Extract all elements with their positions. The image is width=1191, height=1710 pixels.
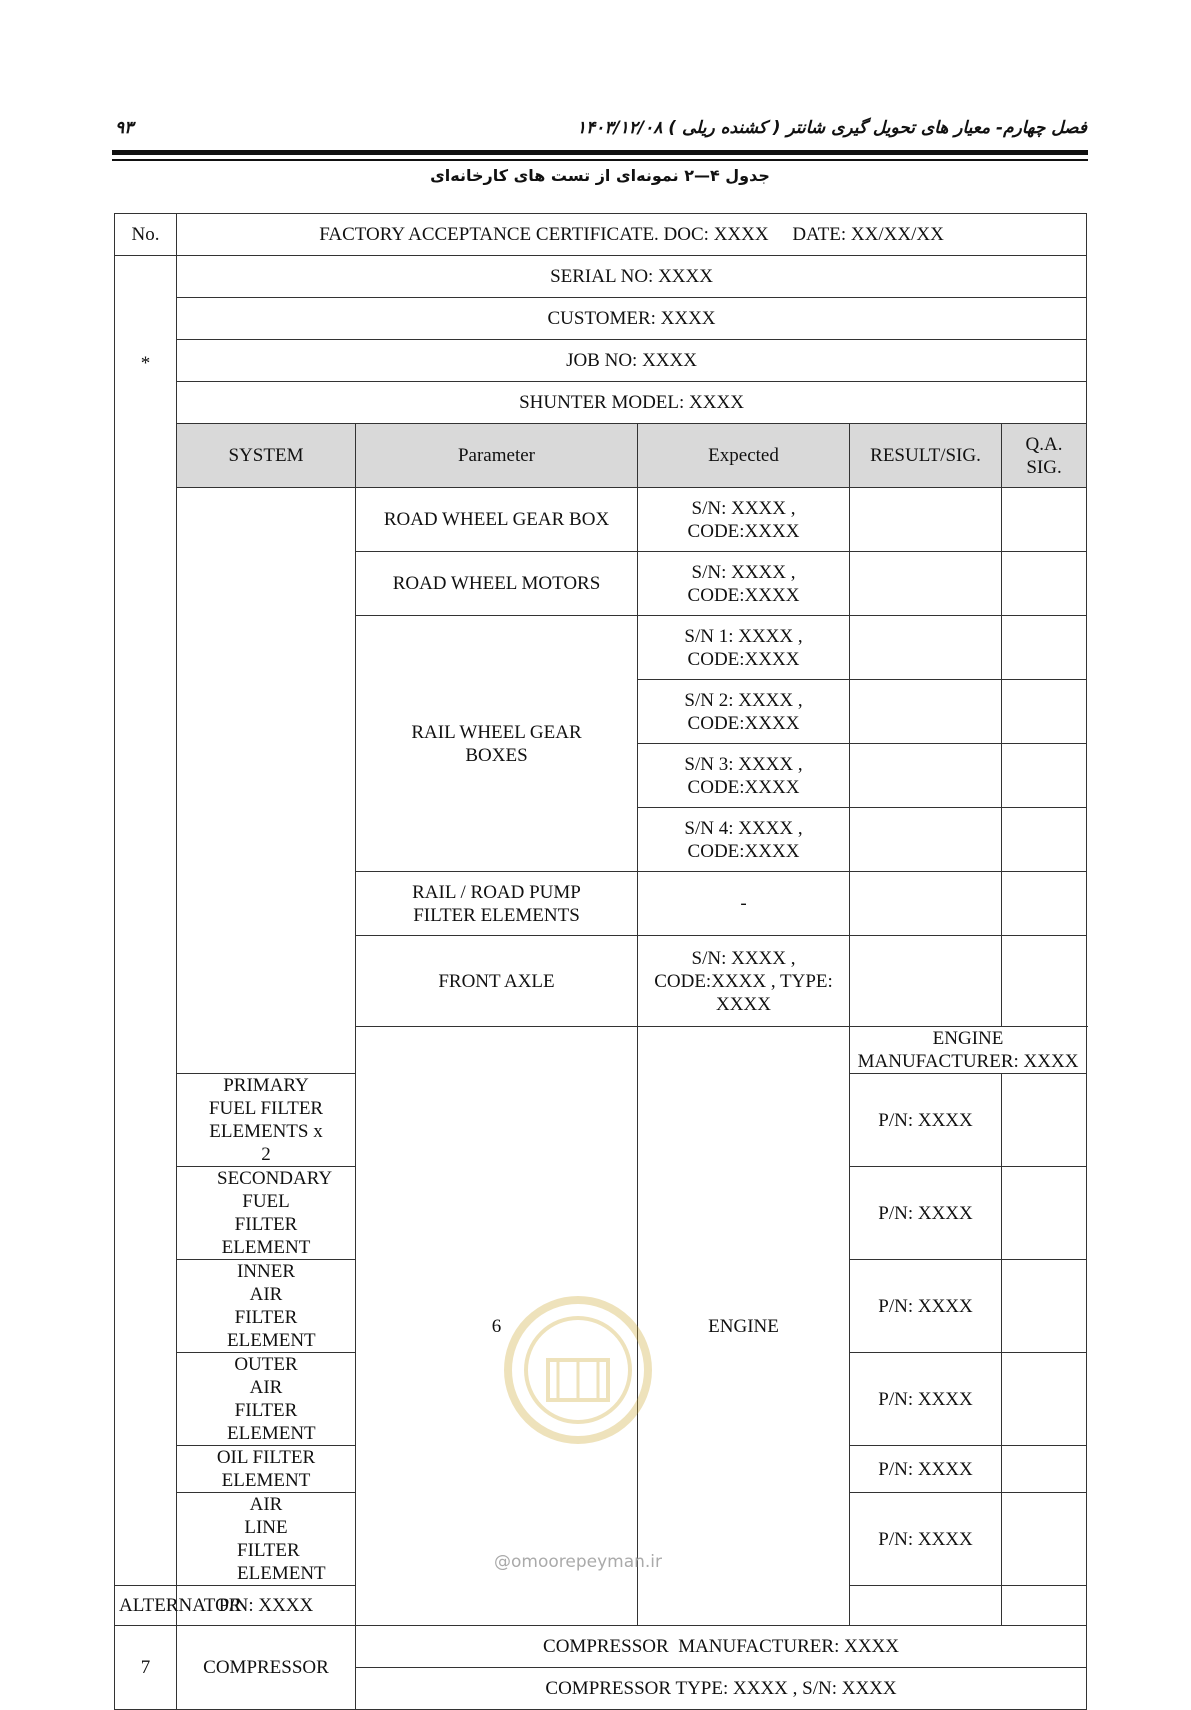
qa-cell — [1002, 744, 1087, 808]
result-cell — [1002, 1353, 1087, 1446]
compressor-no: 7 — [115, 1626, 177, 1710]
engine-param-2: INNER AIR FILTER ELEMENT — [177, 1260, 356, 1353]
engine-param-4: OIL FILTER ELEMENT — [177, 1446, 356, 1493]
col-system: SYSTEM — [177, 424, 356, 488]
header-rule-thin — [112, 159, 1088, 161]
param-road-wheel-motors: ROAD WHEEL MOTORS — [356, 552, 638, 616]
col-parameter: Parameter — [356, 424, 638, 488]
qa-cell — [1002, 488, 1087, 552]
engine-expected-1: P/N: XXXX — [850, 1167, 1002, 1260]
result-cell — [850, 872, 1002, 936]
job-no: JOB NO: XXXX — [177, 340, 1087, 382]
acceptance-table — [114, 213, 1087, 1710]
param-rail-wheel-gear-boxes: RAIL WHEEL GEAR BOXES — [356, 616, 638, 872]
customer: CUSTOMER: XXXX — [177, 298, 1087, 340]
result-cell — [850, 808, 1002, 872]
param-road-wheel-gear-box: ROAD WHEEL GEAR BOX — [356, 488, 638, 552]
engine-expected-0: P/N: XXXX — [850, 1074, 1002, 1167]
watermark-seal-icon — [498, 1290, 658, 1450]
engine-manufacturer: ENGINE MANUFACTURER: XXXX — [850, 1027, 1087, 1074]
qa-cell — [1002, 1586, 1087, 1626]
result-cell — [850, 936, 1002, 1027]
result-cell — [850, 680, 1002, 744]
qa-cell — [1002, 936, 1087, 1027]
engine-system: ENGINE — [638, 1027, 850, 1626]
qa-cell — [1002, 616, 1087, 680]
qa-cell — [1002, 808, 1087, 872]
compressor-manufacturer: COMPRESSOR MANUFACTURER: XXXX — [356, 1626, 1087, 1668]
expected-road-wheel-gear-box: S/N: XXXX , CODE:XXXX — [638, 488, 850, 552]
engine-expected-3: P/N: XXXX — [850, 1353, 1002, 1446]
result-cell — [1002, 1074, 1087, 1167]
page-number: ۹۳ — [115, 118, 134, 138]
param-pump-filter: RAIL / ROAD PUMP FILTER ELEMENTS — [356, 872, 638, 936]
expected-pump-filter: - — [638, 872, 850, 936]
qa-cell — [1002, 552, 1087, 616]
compressor-type: COMPRESSOR TYPE: XXXX , S/N: XXXX — [356, 1668, 1087, 1710]
result-cell — [1002, 1446, 1087, 1493]
serial-no: SERIAL NO: XXXX — [177, 256, 1087, 298]
result-cell — [850, 616, 1002, 680]
shunter-model: SHUNTER MODEL: XXXX — [177, 382, 1087, 424]
engine-no: 6 — [356, 1027, 638, 1626]
col-qa: Q.A. SIG. — [1002, 424, 1087, 488]
expected-road-wheel-motors: S/N: XXXX , CODE:XXXX — [638, 552, 850, 616]
system-blank — [177, 488, 356, 1074]
expected-rail-gear-1: S/N 1: XXXX , CODE:XXXX — [638, 616, 850, 680]
expected-front-axle: S/N: XXXX , CODE:XXXX , TYPE: XXXX — [638, 936, 850, 1027]
certificate-title: FACTORY ACCEPTANCE CERTIFICATE. DOC: XXXX DATE: XX/XX/XX — [177, 214, 1087, 256]
result-cell — [850, 488, 1002, 552]
result-cell — [1002, 1260, 1087, 1353]
result-cell — [1002, 1167, 1087, 1260]
engine-param-3: OUTER AIR FILTER ELEMENT — [177, 1353, 356, 1446]
result-cell — [1002, 1493, 1087, 1586]
engine-param-6: ALTERNATOR — [115, 1586, 177, 1626]
result-cell — [850, 744, 1002, 808]
engine-expected-2: P/N: XXXX — [850, 1260, 1002, 1353]
qa-cell — [1002, 872, 1087, 936]
engine-expected-6: P/N: XXXX — [177, 1586, 356, 1626]
result-cell — [850, 552, 1002, 616]
chapter-title: فصل چهارم- معیار های تحویل گیری شانتر ( کشنده ریلی ) ۱۴۰۳/۱۲/۰۸ — [576, 118, 1087, 138]
no-header: No. — [115, 214, 177, 256]
engine-param-5: AIR LINE FILTER ELEMENT — [177, 1493, 356, 1586]
param-front-axle: FRONT AXLE — [356, 936, 638, 1027]
col-result: RESULT/SIG. — [850, 424, 1002, 488]
row-number-star — [115, 256, 177, 1586]
expected-rail-gear-2: S/N 2: XXXX , CODE:XXXX — [638, 680, 850, 744]
watermark-footer: @omoorepeyman.ir — [494, 1552, 663, 1572]
expected-rail-gear-3: S/N 3: XXXX , CODE:XXXX — [638, 744, 850, 808]
star-mark: * — [140, 353, 151, 374]
qa-cell — [1002, 680, 1087, 744]
expected-rail-gear-4: S/N 4: XXXX , CODE:XXXX — [638, 808, 850, 872]
result-cell — [850, 1586, 1002, 1626]
engine-expected-5: P/N: XXXX — [850, 1493, 1002, 1586]
col-expected: Expected — [638, 424, 850, 488]
table-caption: جدول ۴—۲ نمونه‌ای از تست های کارخانه‌ای — [430, 166, 770, 185]
header-rule-thick — [112, 150, 1088, 155]
engine-expected-4: P/N: XXXX — [850, 1446, 1002, 1493]
compressor-system: COMPRESSOR — [177, 1626, 356, 1710]
engine-param-0: PRIMARY FUEL FILTER ELEMENTS x 2 — [177, 1074, 356, 1167]
engine-param-1: SECONDARY FUEL FILTER ELEMENT — [177, 1167, 356, 1260]
